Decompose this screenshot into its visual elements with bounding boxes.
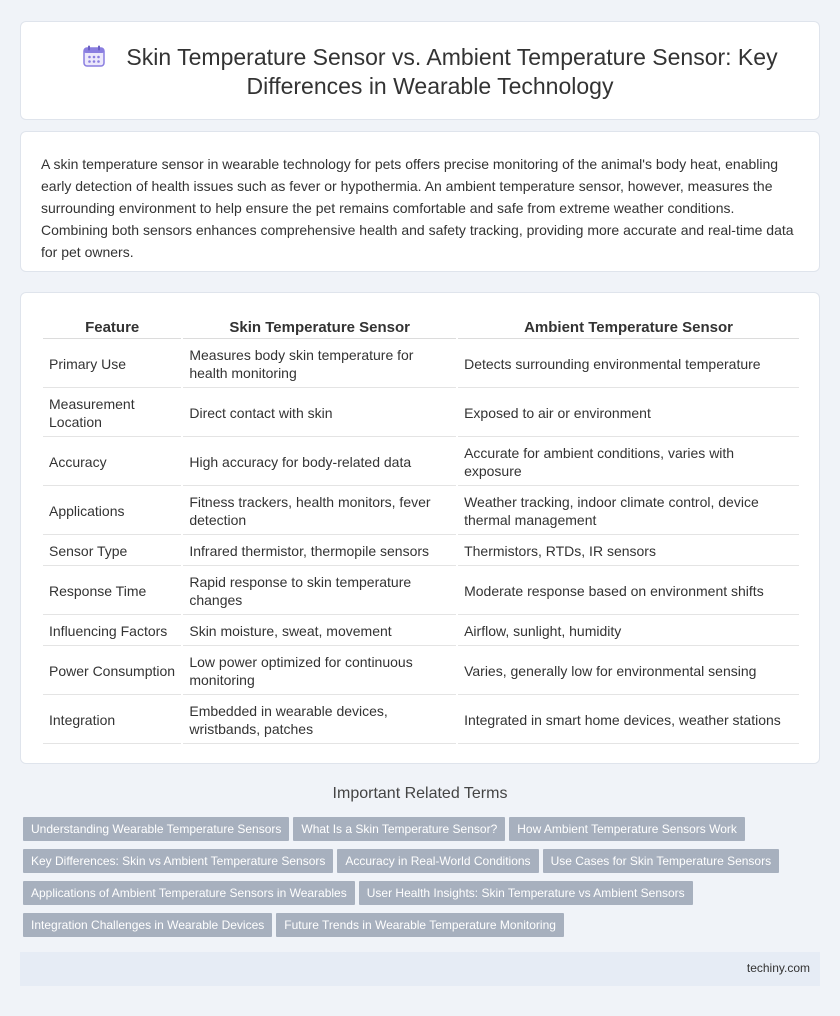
ambient-cell: Exposed to air or environment xyxy=(458,390,799,437)
feature-cell: Applications xyxy=(43,488,181,535)
related-term-tag[interactable]: Use Cases for Skin Temperature Sensors xyxy=(543,849,780,873)
ambient-cell: Airflow, sunlight, humidity xyxy=(458,617,799,646)
related-term-tag[interactable]: How Ambient Temperature Sensors Work xyxy=(509,817,745,841)
skin-cell: Fitness trackers, health monitors, fever detection xyxy=(183,488,456,535)
calendar-icon xyxy=(82,44,106,68)
skin-cell: Rapid response to skin temperature changes xyxy=(183,568,456,615)
ambient-cell: Integrated in smart home devices, weather stations xyxy=(458,697,799,744)
skin-cell: Measures body skin temperature for health monitoring xyxy=(183,341,456,388)
page-title-wrap xyxy=(61,43,799,101)
related-term-tag[interactable]: User Health Insights: Skin Temperature vs Ambient Sensors xyxy=(359,881,693,905)
table-row xyxy=(43,697,799,744)
related-term-tag[interactable]: Future Trends in Wearable Temperature Monitoring xyxy=(276,913,564,937)
related-term-tag[interactable]: Key Differences: Skin vs Ambient Temperature Sensors xyxy=(23,849,333,873)
related-terms-tags xyxy=(23,817,813,945)
skin-cell: Direct contact with skin xyxy=(183,390,456,437)
feature-cell: Response Time xyxy=(43,568,181,615)
column-header: Ambient Temperature Sensor xyxy=(458,315,799,339)
feature-cell: Accuracy xyxy=(43,439,181,486)
ambient-cell: Thermistors, RTDs, IR sensors xyxy=(458,537,799,566)
ambient-cell: Accurate for ambient conditions, varies with exposure xyxy=(458,439,799,486)
skin-cell: Embedded in wearable devices, wristbands, patches xyxy=(183,697,456,744)
skin-cell: Skin moisture, sweat, movement xyxy=(183,617,456,646)
related-term-tag[interactable]: What Is a Skin Temperature Sensor? xyxy=(293,817,505,841)
related-term-tag[interactable]: Accuracy in Real-World Conditions xyxy=(337,849,538,873)
feature-cell: Influencing Factors xyxy=(43,617,181,646)
related-term-tag[interactable]: Understanding Wearable Temperature Sensors xyxy=(23,817,289,841)
comparison-table xyxy=(41,313,801,746)
table-row xyxy=(43,537,799,566)
table-row xyxy=(43,648,799,695)
table-row xyxy=(43,341,799,388)
feature-cell: Power Consumption xyxy=(43,648,181,695)
table-row xyxy=(43,568,799,615)
skin-cell: Infrared thermistor, thermopile sensors xyxy=(183,537,456,566)
feature-cell: Integration xyxy=(43,697,181,744)
table-row xyxy=(43,390,799,437)
feature-cell: Measurement Location xyxy=(43,390,181,437)
intro-paragraph: A skin temperature sensor in wearable technology for pets offers precise monitoring of the animal's body heat, enabling early detection of health issues such as fever or hypothermia. An ambient temperature sensor, however, measures the surrounding environment to help ensure the pet remains comfortable and safe from extreme weather conditions. Combining both sensors enhances comprehensive health and safety tracking, providing more accurate and real-time data for pet owners. xyxy=(41,156,794,260)
table-row xyxy=(43,617,799,646)
column-header: Skin Temperature Sensor xyxy=(183,315,456,339)
table-header-row xyxy=(43,315,799,339)
column-header: Feature xyxy=(43,315,181,339)
ambient-cell: Detects surrounding environmental temperature xyxy=(458,341,799,388)
skin-cell: Low power optimized for continuous monitoring xyxy=(183,648,456,695)
table-row xyxy=(43,488,799,535)
table-row xyxy=(43,439,799,486)
skin-cell: High accuracy for body-related data xyxy=(183,439,456,486)
comparison-table-card xyxy=(20,292,820,764)
related-terms-heading: Important Related Terms xyxy=(332,785,508,802)
intro-card xyxy=(20,131,820,272)
header-card xyxy=(20,21,820,120)
footer-site-link[interactable]: techiny.com xyxy=(746,961,810,975)
ambient-cell: Varies, generally low for environmental sensing xyxy=(458,648,799,695)
page-title: Skin Temperature Sensor vs. Ambient Temperature Sensor: Key Differences in Wearable Technology xyxy=(126,44,778,99)
related-term-tag[interactable]: Integration Challenges in Wearable Devices xyxy=(23,913,272,937)
footer xyxy=(20,952,820,986)
feature-cell: Sensor Type xyxy=(43,537,181,566)
ambient-cell: Moderate response based on environment shifts xyxy=(458,568,799,615)
related-term-tag[interactable]: Applications of Ambient Temperature Sensors in Wearables xyxy=(23,881,355,905)
ambient-cell: Weather tracking, indoor climate control, device thermal management xyxy=(458,488,799,535)
feature-cell: Primary Use xyxy=(43,341,181,388)
